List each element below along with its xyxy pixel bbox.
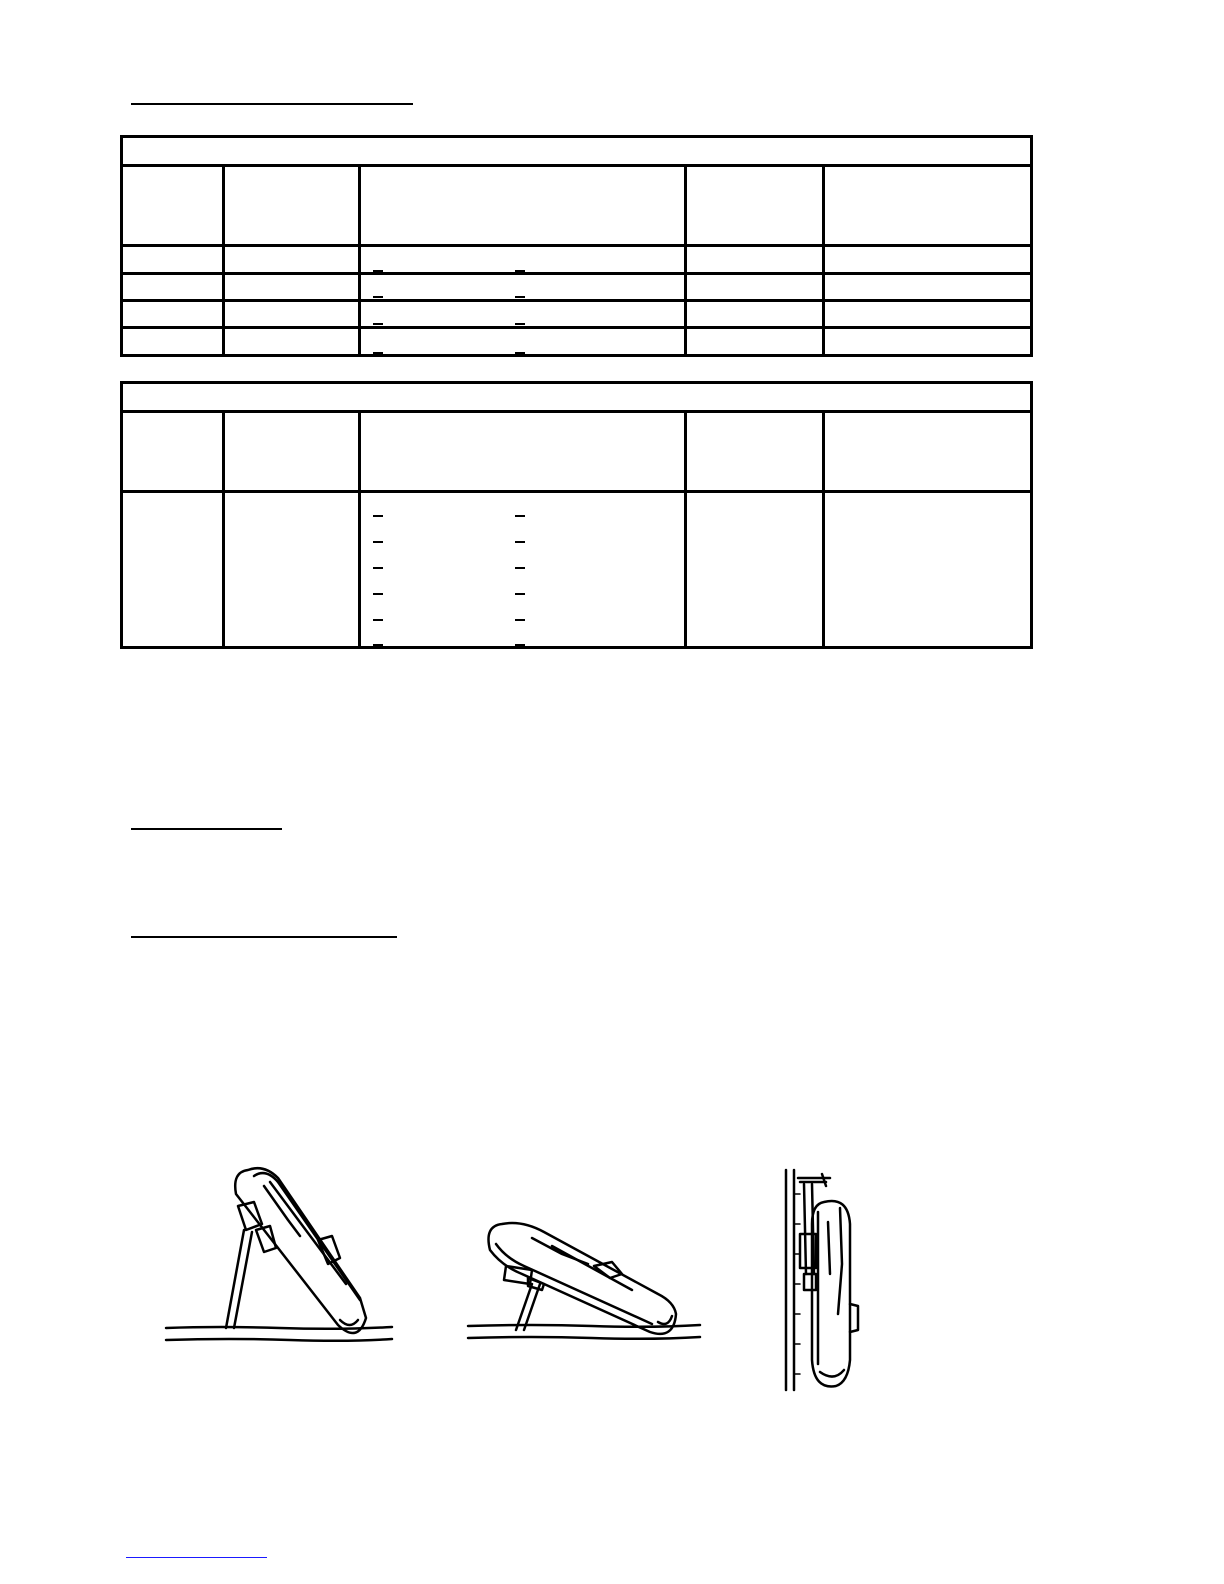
- table-row: [122, 246, 1032, 274]
- header-cell: [224, 412, 360, 492]
- table-cell: [224, 301, 360, 328]
- table-cell: [824, 328, 1032, 356]
- tilt-stand-steep-figure: [160, 1160, 400, 1350]
- table-cell: [224, 492, 360, 648]
- table-title-row: [122, 137, 1032, 166]
- spec-table-1: [120, 135, 1033, 357]
- tilt-stand-shallow-figure: [462, 1218, 707, 1350]
- table-cell: [360, 492, 686, 648]
- table-cell: [360, 301, 686, 328]
- spec-table-2: [120, 381, 1033, 649]
- table-cell: [824, 301, 1032, 328]
- table-cell: [686, 492, 824, 648]
- table-cell: [360, 328, 686, 356]
- table-cell: [122, 301, 224, 328]
- table-cell: [122, 246, 224, 274]
- table-cell: [122, 328, 224, 356]
- table-header-row: [122, 412, 1032, 492]
- table-header-row: [122, 166, 1032, 246]
- table-cell: [824, 246, 1032, 274]
- table-row: [122, 492, 1032, 648]
- table-cell: [686, 328, 824, 356]
- table-cell: [224, 274, 360, 301]
- section-heading-underline-3: [131, 936, 397, 938]
- table-title-row: [122, 383, 1032, 412]
- table-cell: [686, 274, 824, 301]
- section-heading-underline-2: [131, 828, 282, 830]
- table-cell: [686, 246, 824, 274]
- table-cell: [360, 274, 686, 301]
- header-cell: [686, 412, 824, 492]
- header-cell: [122, 166, 224, 246]
- section-heading-underline-1: [131, 103, 413, 105]
- footer-link-underline[interactable]: [126, 1557, 267, 1558]
- header-cell: [360, 166, 686, 246]
- table-row: [122, 328, 1032, 356]
- table-title-cell: [122, 383, 1032, 412]
- table-cell: [686, 301, 824, 328]
- wall-hanging-figure: [778, 1164, 868, 1394]
- table-cell: [122, 492, 224, 648]
- table-cell: [224, 246, 360, 274]
- table-cell: [360, 246, 686, 274]
- header-cell: [824, 166, 1032, 246]
- table-cell: [122, 274, 224, 301]
- header-cell: [224, 166, 360, 246]
- header-cell: [122, 412, 224, 492]
- table-row: [122, 301, 1032, 328]
- table-cell: [224, 328, 360, 356]
- table-cell: [824, 492, 1032, 648]
- header-cell: [824, 412, 1032, 492]
- table-title-cell: [122, 137, 1032, 166]
- header-cell: [686, 166, 824, 246]
- table-cell: [824, 274, 1032, 301]
- header-cell: [360, 412, 686, 492]
- table-row: [122, 274, 1032, 301]
